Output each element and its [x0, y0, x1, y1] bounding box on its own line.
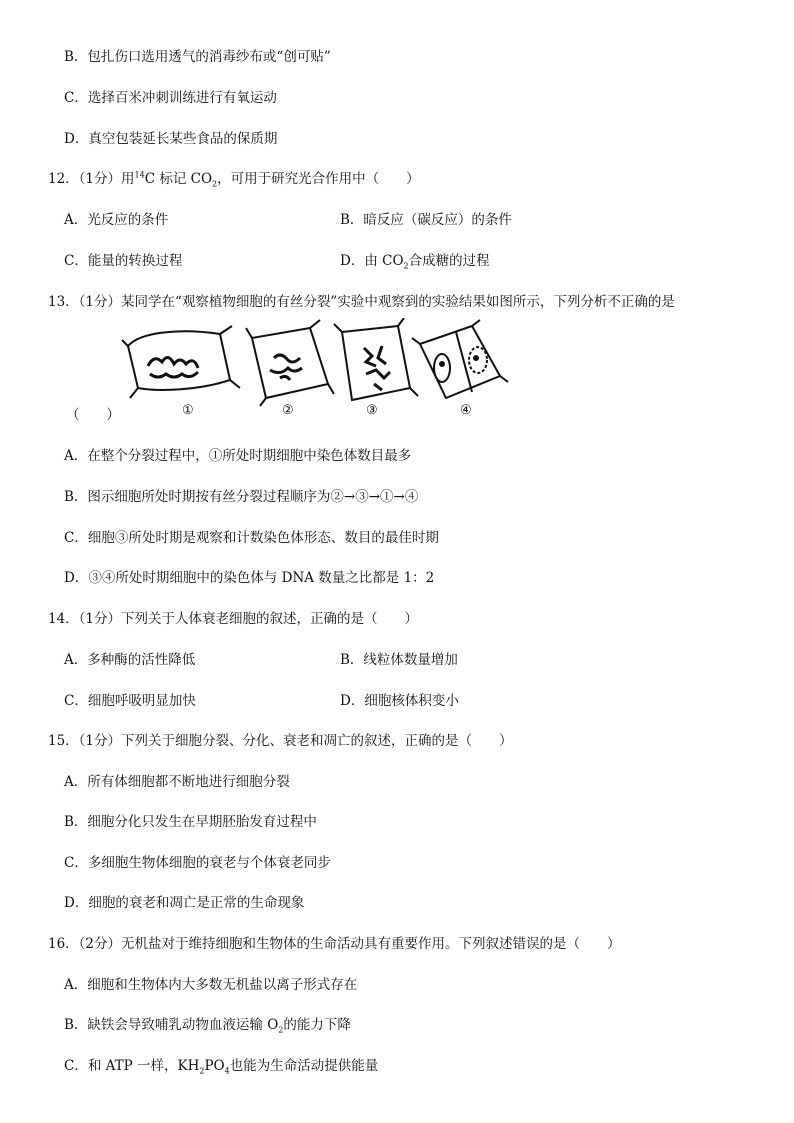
q12-option-d: D．由 $CO_2$合成糖的过程 [340, 253, 490, 271]
q11-option-c: C．选择百米冲刺训练进行有氧运动 [64, 90, 277, 106]
q13-stem: 13．（1分）某同学在“观察植物细胞的有丝分裂”实验中观察到的实验结果如图所示，下列分析不正确的是 [48, 294, 675, 310]
q11-option-d: D．真空包装延长某些食品的保质期 [64, 131, 278, 147]
q12-stem: 12．（1分）用$^{14}$C 标记 $CO_2$，可用于研究光合作用中（ ） [48, 170, 420, 189]
cell-division-figure [120, 318, 510, 428]
q11-option-b: B．包扎伤口选用透气的消毒纱布或“创可贴” [64, 49, 331, 65]
q15-option-d: D．细胞的衰老和凋亡是正常的生命现象 [64, 895, 305, 911]
q14-option-c: C．细胞呼吸明显加快 [64, 693, 196, 709]
q15-option-b: B．细胞分化只发生在早期胚胎发育过程中 [64, 814, 317, 830]
q16-option-b: B．缺铁会导致哺乳动物血液运输 $O_2$的能力下降 [64, 1017, 351, 1035]
cell-4-wall [420, 326, 500, 398]
cell-drawings [120, 318, 510, 408]
q15-option-c: C．多细胞生物体细胞的衰老与个体衰老同步 [64, 855, 331, 871]
q13-paren: （ ） [66, 407, 120, 423]
q16-option-c: C．和 ATP 一样，$KH_2PO_4$也能为生命活动提供能量 [64, 1058, 379, 1076]
q13-option-d: D．③④所处时期细胞中的染色体与 DNA 数量之比都是 1：2 [64, 570, 435, 586]
q16-option-a: A．细胞和生物体内大多数无机盐以离子形式存在 [64, 977, 358, 993]
figure-label-4: ④ [460, 403, 472, 418]
figure-label-1: ① [182, 403, 194, 418]
q12-option-c: C．能量的转换过程 [64, 253, 183, 269]
q13-option-c: C．细胞③所处时期是观察和计数染色体形态、数目的最佳时期 [64, 530, 439, 546]
figure-label-2: ② [282, 403, 294, 418]
q13-option-a: A．在整个分裂过程中，①所处时期细胞中染色体数目最多 [64, 448, 412, 464]
q15-stem: 15．（1分）下列关于细胞分裂、分化、衰老和凋亡的叙述，正确的是（ ） [48, 733, 513, 749]
q13-option-b: B．图示细胞所处时期按有丝分裂过程顺序为②→③→①→④ [64, 489, 419, 505]
q14-option-d: D．细胞核体积变小 [340, 693, 459, 709]
q14-option-b: B．线粒体数量增加 [340, 652, 458, 668]
q14-option-a: A．多种酶的活性降低 [64, 652, 196, 668]
q12-option-b: B．暗反应（碳反应）的条件 [340, 212, 512, 228]
q14-stem: 14．（1分）下列关于人体衰老细胞的叙述，正确的是（ ） [48, 611, 419, 627]
cell-3-wall [342, 326, 410, 400]
figure-label-3: ③ [366, 403, 378, 418]
q12-option-a: A．光反应的条件 [64, 212, 169, 228]
q15-option-a: A．所有体细胞都不断地进行细胞分裂 [64, 774, 290, 790]
q16-stem: 16．（2分）无机盐对于维持细胞和生物体的生命活动具有重要作用。下列叙述错误的是（ ） [48, 936, 621, 952]
